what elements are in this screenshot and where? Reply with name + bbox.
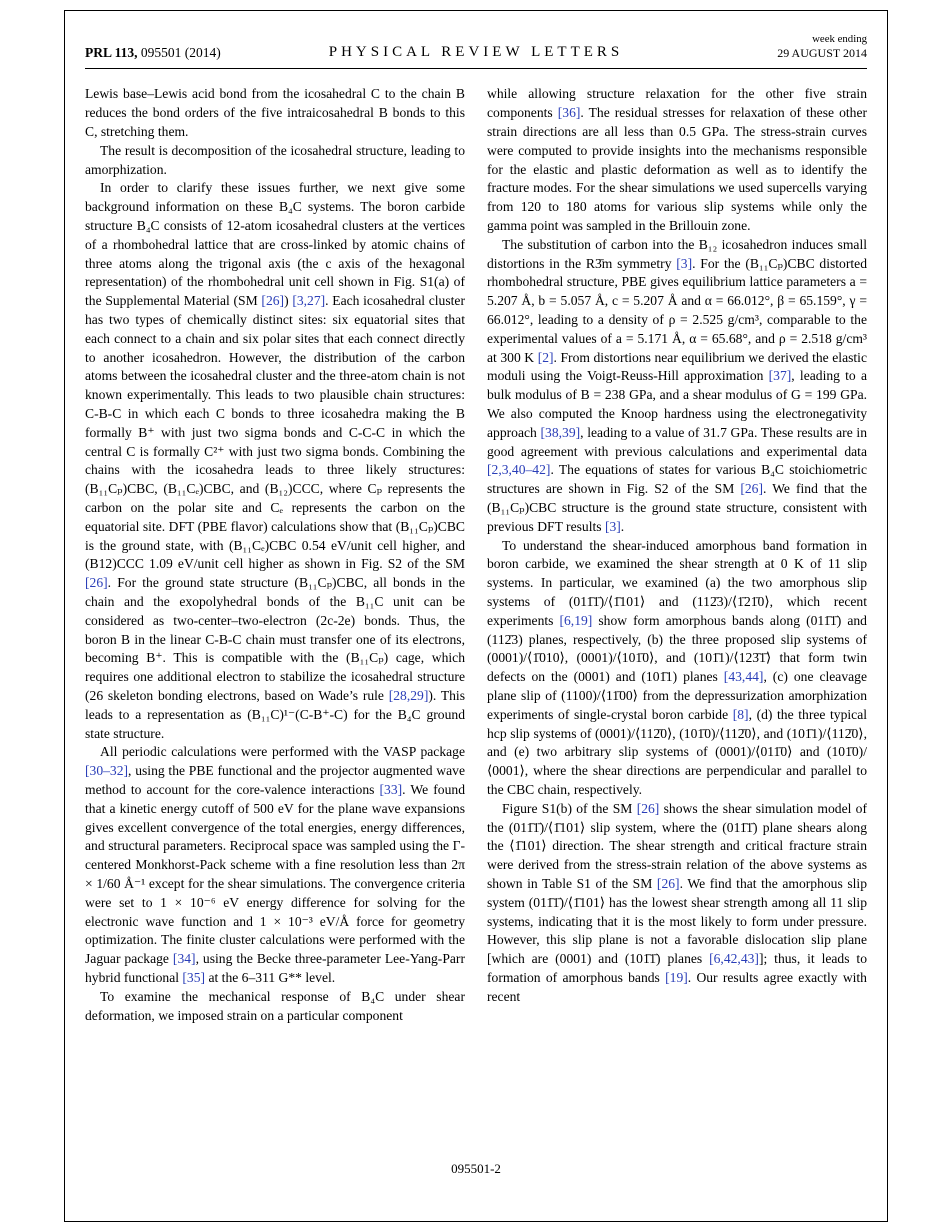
- citation-link[interactable]: [19]: [665, 969, 688, 985]
- citation-link[interactable]: [3]: [676, 255, 693, 271]
- citation-link[interactable]: [3,27]: [292, 293, 326, 309]
- citation-link[interactable]: [37]: [768, 368, 792, 384]
- citation-link[interactable]: [28,29]: [388, 687, 429, 703]
- citation-link[interactable]: [34]: [172, 951, 196, 967]
- paragraph: The result is decomposition of the icosahedral structure, leading to amorphization.: [85, 142, 465, 177]
- issue-date-value: 29 AUGUST 2014: [777, 46, 867, 61]
- citation-link[interactable]: [38,39]: [540, 424, 581, 440]
- header-rule: [85, 68, 867, 69]
- page-number: 095501-2: [451, 1161, 501, 1176]
- citation-link[interactable]: [6,42,43]: [709, 951, 759, 967]
- paragraph: Figure S1(b) of the SM [26] shows the shear simulation model of the (011̄1̄)/⟨1̄101⟩ slip system, where the (011̄1̄) plane shears along the ⟨1̄101⟩ direction. The shear strength and critical fracture strain were derived from the stress-strain relation of the above systems as shown in Table S1 of the SM [26]. We find that the amorphous slip system (011̄1̄)/⟨1̄101⟩ has the lowest shear strength among all 11 slip systems, indicating that it is the most likely to form under pressure. However, this slip plane is not a favorable dislocation slip plane [which are (0001) and (101̄1̄) planes [6,42,43]]; thus, it leads to formation of amorphous bands [19]. Our results agree exactly with recent: [487, 800, 867, 1004]
- page-footer: [65, 1161, 887, 1177]
- citation-link[interactable]: [33]: [379, 781, 403, 797]
- citation-link[interactable]: [26]: [656, 875, 680, 891]
- citation-link[interactable]: [30–32]: [85, 763, 129, 779]
- paragraph: To examine the mechanical response of B₄C under shear deformation, we imposed strain on a particular component: [85, 988, 465, 1023]
- week-ending-label: week ending: [812, 33, 867, 45]
- citation-link[interactable]: [26]: [261, 293, 285, 309]
- citation-link[interactable]: [36]: [557, 105, 581, 121]
- citation-link[interactable]: [8]: [732, 706, 749, 722]
- citation-link[interactable]: [3]: [604, 518, 621, 534]
- article-number: 095501 (2014): [137, 45, 221, 61]
- journal-volume: PRL 113,: [85, 45, 138, 61]
- citation-link[interactable]: [35]: [182, 969, 206, 985]
- issue-date-block: [777, 33, 867, 61]
- paragraph: To understand the shear-induced amorphous band formation in boron carbide, we examined the shear strength at 0 K of 11 slip systems. In particular, we examined (a) the two amorphous slip systems of (011̄1̄)/⟨1̄101⟩ and (112̄3)/⟨1̄21̄0⟩, which recent experiments [6,19] show form amorphous bands along (011̄1̄) and (112̄3) planes, respectively, (b) the three proposed slip systems of (0001)/⟨1̄010⟩, (0001)/⟨101̄0⟩, and (101̄1)/⟨123̄1̄⟩ that form twin defects on the (0001) and (101̄1) planes [43,44], (c) one cleavage plane slip of (1100)/⟨11̄00⟩ from the depressurization amorphization experiments of single-crystal boron carbide [8], (d) the three typical hcp slip systems of (0001)/⟨112̄0⟩, (101̄0)/⟨112̄0⟩, and (101̄1)/⟨112̄0⟩, and (e) two arbitrary slip systems of (0001)/⟨011̄0⟩ and (101̄0)/⟨0001⟩, where the shear directions are perpendicular and parallel to the CBC chain, respectively.: [487, 537, 867, 797]
- paragraph: while allowing structure relaxation for the other five strain components [36]. The residual stresses for relaxation of these other strain directions are all less than 0.5 GPa. The stress-strain curves were computed to provide insights into the mechanisms responsible for the elastic and plastic deformation as well as to identify the fracture modes. For the shear simulations we used supercells varying from 120 to 180 atoms for various slip systems while only the gamma point was sampled in the Brillouin zone.: [487, 86, 867, 234]
- journal-reference: [85, 45, 221, 61]
- journal-title: PHYSICAL REVIEW LETTERS: [328, 44, 624, 61]
- citation-link[interactable]: [2]: [537, 349, 554, 365]
- citation-link[interactable]: [26]: [85, 575, 108, 591]
- paragraph: Lewis base–Lewis acid bond from the icosahedral C to the chain B reduces the bond orders of the five intraicosahedral B bonds to this C, stretching them.: [85, 86, 465, 140]
- citation-link[interactable]: [2,3,40–42]: [487, 462, 551, 478]
- paragraph: In order to clarify these issues further, we next give some background information on these B₄C systems. The boron carbide structure B₄C consists of 12-atom icosahedral clusters at the vertices of a rhombohedral lattice that are cross-linked by atomic chains of three atoms along the trigonal axis (the c axis of the hexagonal representation) of the rhombohedral unit cell shown in Fig. S1(a) of the Supplemental Material (SM [26]) [3,27]. Each icosahedral cluster has two types of chemically distinct sites: six equatorial sites that each connect to a chain and six polar sites that each connect directly to another icosahedron. However, the distribution of the carbon atoms between the icosahedral cluster and the three-atom chain is not known experimentally. This leads to two plausible chain structures: C-B-C in which each C bonds to three icosahedra making the B formally B⁺ with just two sigma bonds and C-C-C in which the central C is formally C²⁺ with just two sigma bonds. Combining the chains with the icosahedra leads to three likely structures: (B₁₁Cₚ)CBC, (B₁₁Cₑ)CBC, and (B₁₂)CCC, where Cₚ represents the carbon on the polar site and Cₑ represents the carbon on the equatorial site. DFT (PBE flavor) calculations show that (B₁₁Cₚ)CBC is the ground state, with (B₁₁Cₑ)CBC 0.54 eV/unit cell higher, and (B12)CCC 1.09 eV/unit cell higher as shown in Fig. S2 of the SM [26]. For the ground state structure (B₁₁Cₚ)CBC, all bonds in the chain and the exopolyhedral bonds of the B₁₁C unit can be considered as two-center–two-electron (2c-2e) bonds. Thus, the boron B in the linear C-B-C chain must transfer one of its electrons, becoming B⁺. This is compatible with the (B₁₁Cₚ) cage, which requires one additional electron to stabilize the icosahedral structure (26 skeleton bonding electrons, based on Wade’s rule [28,29]). This leads to a representation as (B₁₁C)¹⁻(C-B⁺-C) for the B₄C ground state structure.: [85, 180, 465, 741]
- citation-link[interactable]: [26]: [740, 481, 763, 497]
- paragraph: All periodic calculations were performed with the VASP package [30–32], using the PBE functional and the projector augmented wave method to account for the core-valence interactions [33]. We found that a kinetic energy cutoff of 500 eV for the plane wave expansions gives excellent convergence of the total energies, energy differences, and structural parameters. Reciprocal space was sampled using the Γ-centered Monkhorst-Pack scheme with a fine resolution less than 2π × 1/60 Å⁻¹ except for the shear simulations. The convergence criteria were set to 1 × 10⁻⁶ eV energy difference for solving for the electronic wave function and 1 × 10⁻³ eV/Å force for geometry optimization. The finite cluster calculations were performed with the Jaguar package [34], using the Becke three-parameter Lee-Yang-Parr hybrid functional [35] at the 6–311 G** level.: [85, 744, 465, 985]
- right-column: [487, 85, 867, 1025]
- left-column: [85, 85, 465, 1025]
- citation-link[interactable]: [6,19]: [559, 612, 593, 628]
- article-body: [85, 85, 867, 1025]
- citation-link[interactable]: [43,44]: [723, 669, 764, 685]
- journal-page: [64, 10, 888, 1222]
- paragraph: The substitution of carbon into the B₁₂ icosahedron induces small distortions in the R3̄m symmetry [3]. For the (B₁₁Cₚ)CBC distorted rhombohedral structure, PBE gives equilibrium lattice parameters a = 5.207 Å, b = 5.057 Å, c = 5.207 Å and α = 66.012°, β = 65.159°, γ = 66.012°, leading to a density of ρ = 2.525 g/cm³, comparable to the experimental values of a = 5.171 Å, α = 65.68°, and ρ = 2.518 g/cm³ at 300 K [2]. From distortions near equilibrium we derived the elastic moduli using the Voigt-Reuss-Hill approximation [37], leading to a bulk modulus of B = 238 GPa, and a shear modulus of G = 199 GPa. We also computed the Knoop hardness using the electronegativity approach [38,39], leading to a value of 31.7 GPa. These results are in good agreement with previous calculations and experimental data [2,3,40–42]. The equations of states for various B₄C stoichiometric structures are shown in Fig. S2 of the SM [26]. We find that the (B₁₁Cₚ)CBC structure is the ground state structure, consistent with previous DFT results [3].: [487, 236, 867, 534]
- page-header: [85, 33, 867, 61]
- citation-link[interactable]: [26]: [636, 800, 660, 816]
